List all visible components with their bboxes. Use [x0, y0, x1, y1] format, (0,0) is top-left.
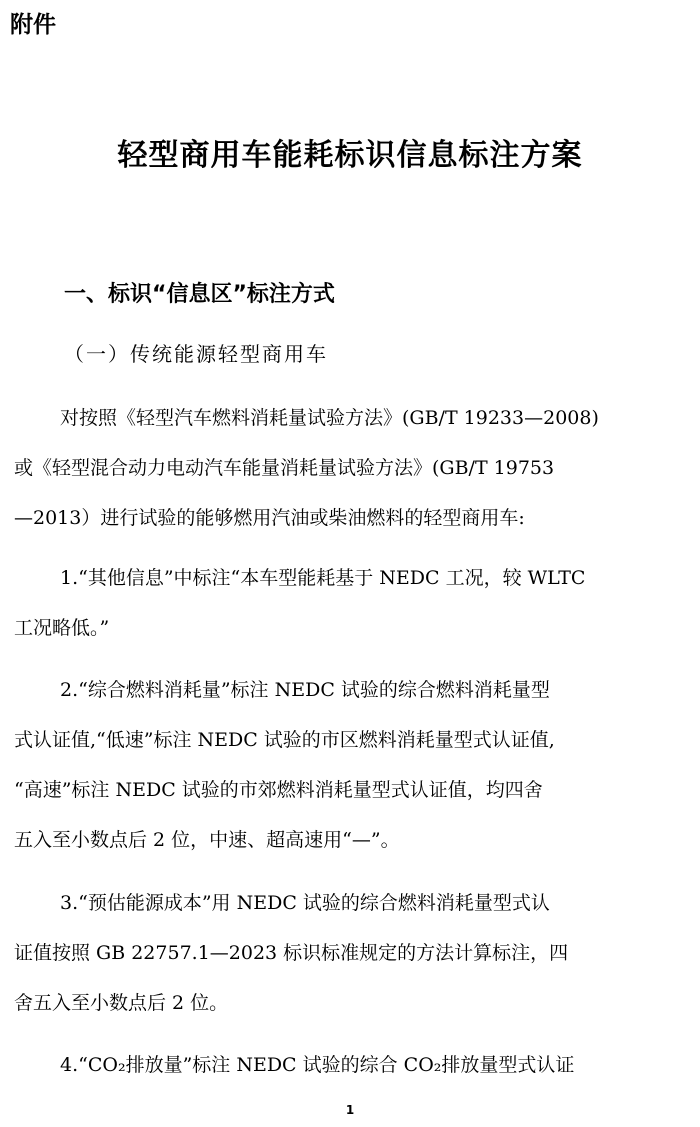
paragraph-item-4 [14, 1040, 686, 1090]
paragraph-item-2 [14, 665, 686, 865]
text-line: 对按照《轻型汽车燃料消耗量试验方法》(GB/T 19233—2008) [60, 407, 599, 429]
page-number: 1 [345, 1103, 355, 1117]
text-line: 舍五入至小数点后 2 位。 [14, 992, 229, 1014]
text-line: 或《轻型混合动力电动汽车能量消耗量试验方法》(GB/T 19753 [14, 457, 555, 479]
text-line: 工况略低。” [14, 617, 110, 639]
text-line: 3.“预估能源成本”用 NEDC 试验的综合燃料消耗量型式认 [60, 892, 550, 914]
text-line: 4.“CO₂排放量”标注 NEDC 试验的综合 CO₂排放量型式认证 [60, 1054, 575, 1076]
text-line: —2013）进行试验的能够燃用汽油或柴油燃料的轻型商用车: [14, 507, 525, 529]
paragraph-item-3 [14, 878, 686, 1028]
text-line: 1.“其他信息”中标注“本车型能耗基于 NEDC 工况，较 WLTC [60, 567, 586, 589]
section-heading: 一、标识“信息区”标注方式 [64, 282, 335, 307]
text-line: 式认证值,“低速”标注 NEDC 试验的市区燃料消耗量型式认证值, [14, 729, 555, 751]
attachment-label: 附件 [10, 12, 56, 38]
paragraph-scope [14, 393, 686, 543]
subsection-heading: （一）传统能源轻型商用车 [64, 342, 328, 366]
text-line: 五入至小数点后 2 位，中速、超高速用“—”。 [14, 829, 400, 851]
text-line: 证值按照 GB 22757.1—2023 标识标准规定的方法计算标注，四 [14, 942, 569, 964]
paragraph-item-1 [14, 553, 686, 653]
text-line: “高速”标注 NEDC 试验的市郊燃料消耗量型式认证值，均四舍 [14, 779, 543, 801]
text-line: 2.“综合燃料消耗量”标注 NEDC 试验的综合燃料消耗量型 [60, 679, 550, 701]
document-title: 轻型商用车能耗标识信息标注方案 [117, 138, 583, 173]
